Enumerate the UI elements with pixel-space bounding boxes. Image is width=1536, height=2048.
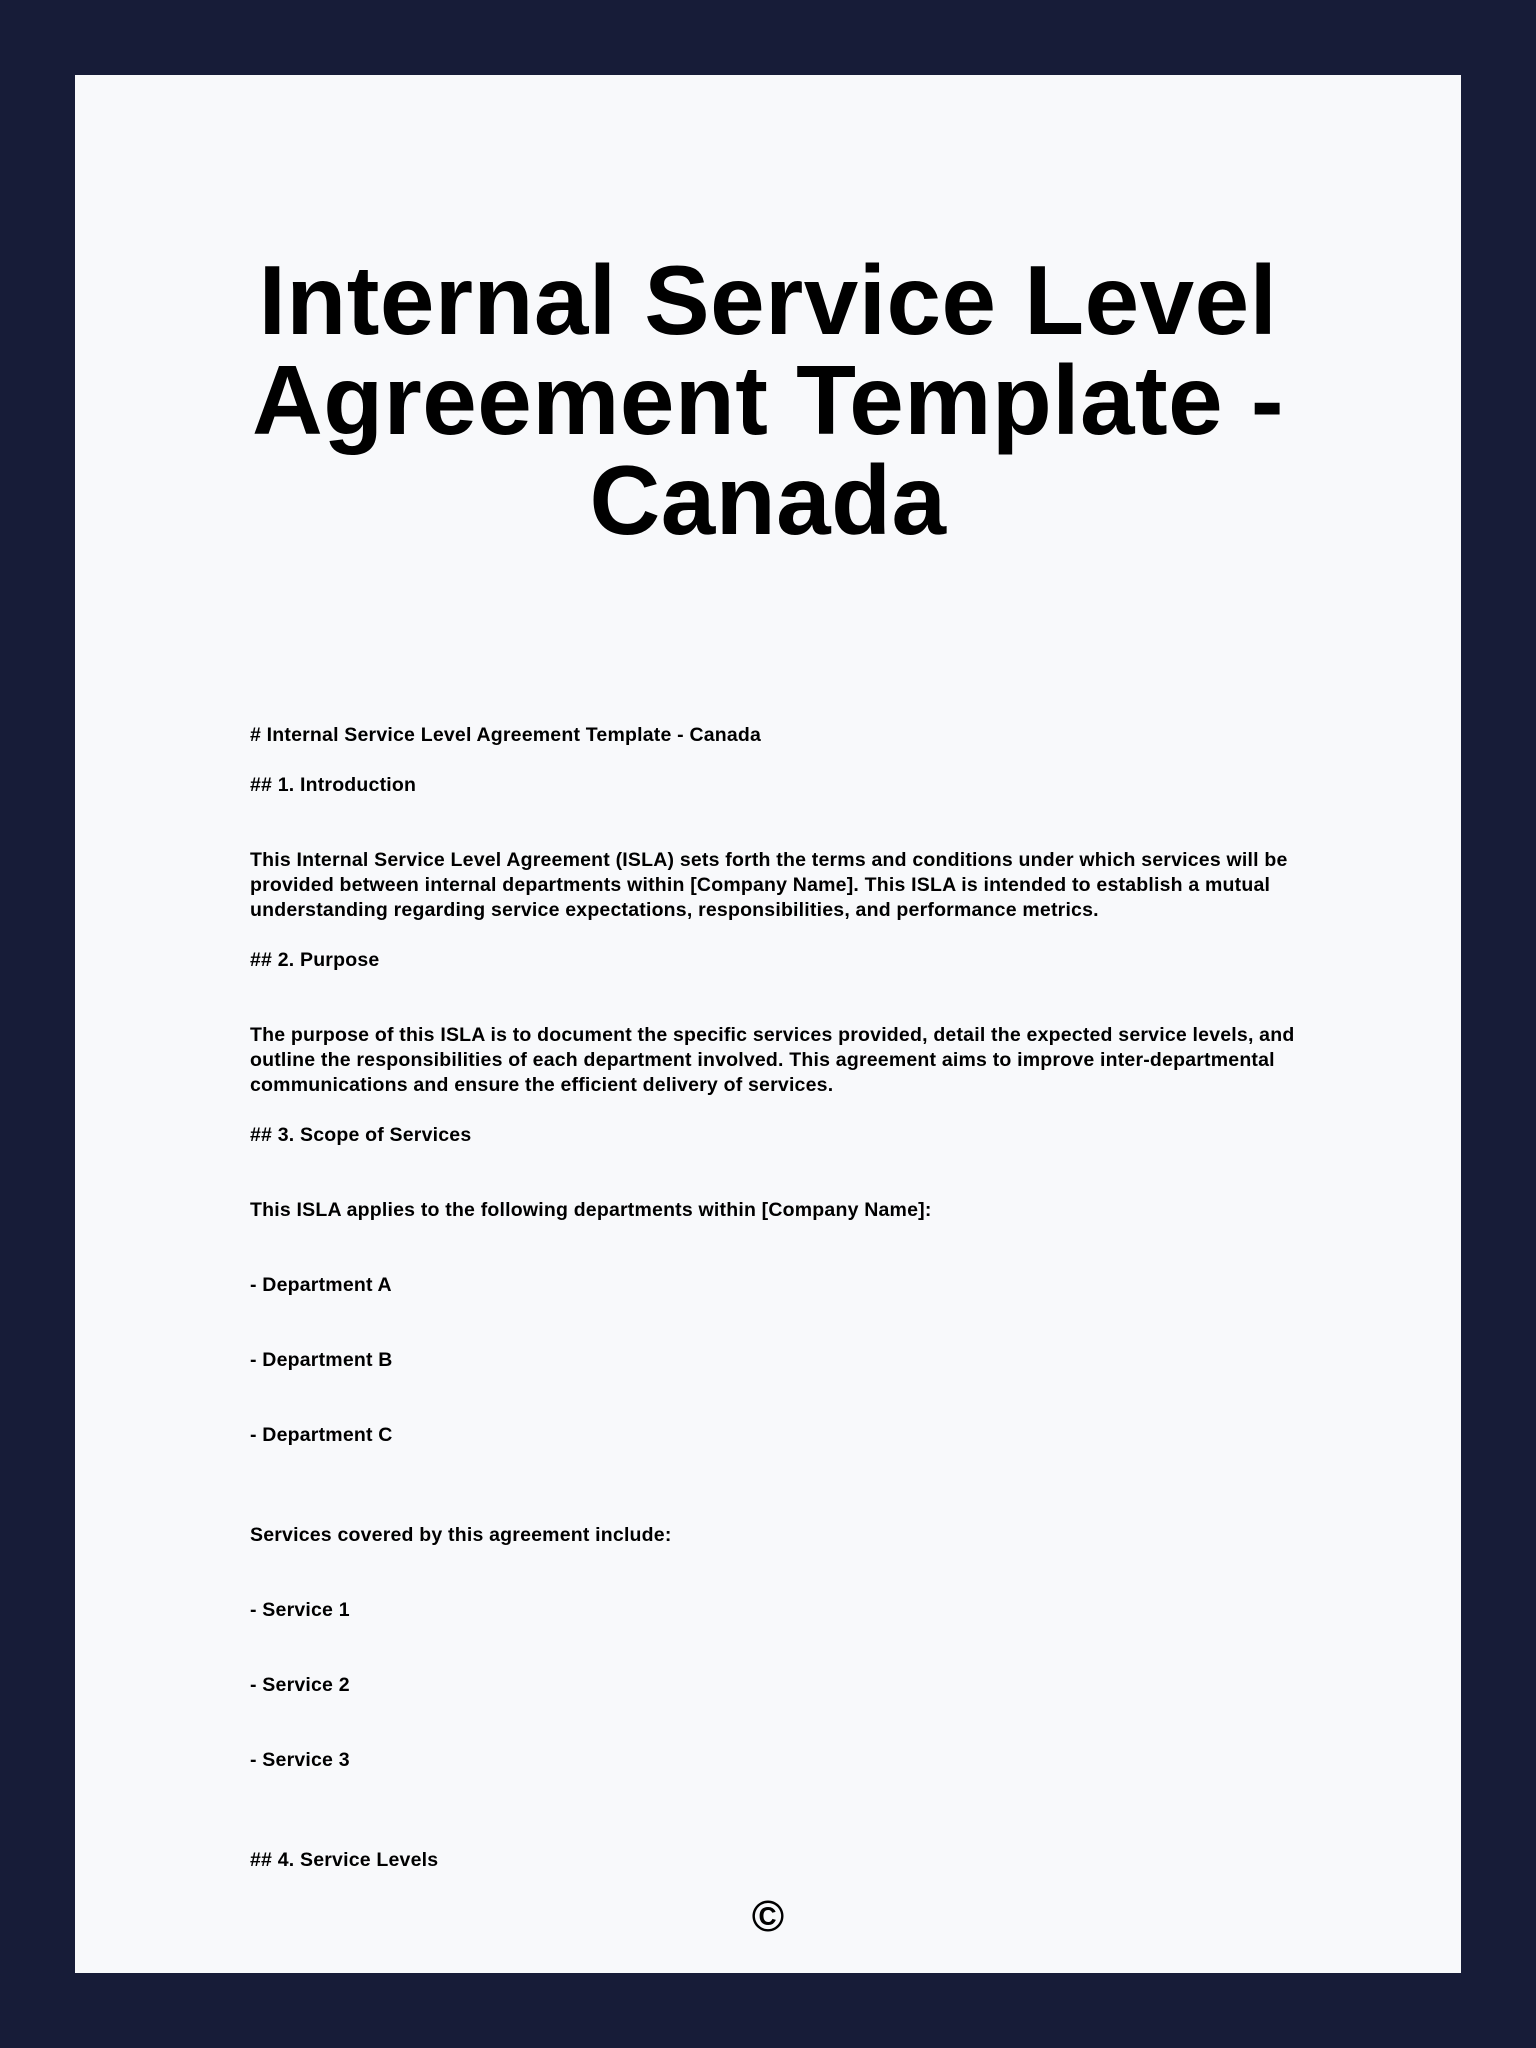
main-heading: # Internal Service Level Agreement Template - Canada (250, 724, 762, 746)
service-list-item: - Service 3 (250, 1749, 350, 1771)
service-list-item: - Service 1 (250, 1599, 350, 1621)
department-list-item: - Department A (250, 1274, 392, 1296)
section-4-heading: ## 4. Service Levels (250, 1849, 439, 1871)
copyright-icon: © (751, 1892, 785, 1941)
document-page (75, 75, 1461, 1973)
document-title: Internal Service Level Agreement Template - Canada (252, 245, 1284, 555)
department-list-item: - Department C (250, 1424, 393, 1446)
section-2-heading: ## 2. Purpose (250, 949, 380, 971)
service-list-item: - Service 2 (250, 1674, 350, 1696)
department-list-item: - Department B (250, 1349, 393, 1371)
section-1-heading: ## 1. Introduction (250, 774, 417, 796)
section-2-body: The purpose of this ISLA is to document the specific services provided, detail the expected service levels, and outline the responsibilities of each department involved. This agreement aims to improve inter-departmental communications and ensure the efficient delivery of services. (250, 1024, 1295, 1096)
section-1-body: This Internal Service Level Agreement (ISLA) sets forth the terms and conditions under which services will be provided between internal departments within [Company Name]. This ISLA is intended to establish a mutual understanding regarding service expectations, responsibilities, and performance metrics. (250, 849, 1288, 921)
services-intro: Services covered by this agreement include: (250, 1524, 672, 1546)
section-3-heading: ## 3. Scope of Services (250, 1124, 472, 1146)
section-3-intro: This ISLA applies to the following departments within [Company Name]: (250, 1199, 932, 1221)
